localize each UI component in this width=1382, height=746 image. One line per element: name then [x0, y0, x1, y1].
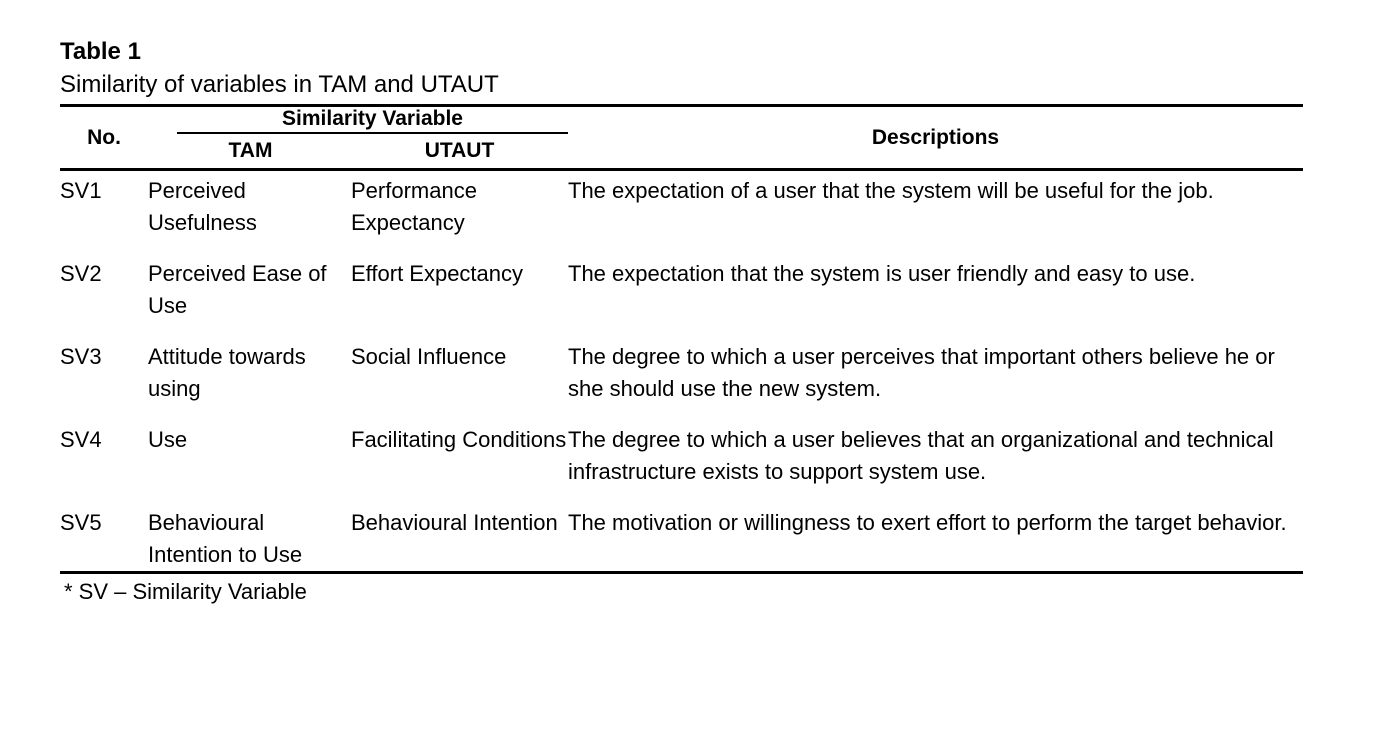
table-caption: Similarity of variables in TAM and UTAUT [60, 71, 499, 98]
cell-no: SV5 [60, 507, 148, 573]
table-container [60, 36, 1303, 606]
table-body [60, 170, 1303, 573]
cell-utaut: Social Influence [351, 344, 507, 369]
header-similarity-variable [148, 106, 568, 135]
cell-tam: Attitude towards using [148, 344, 306, 401]
cell-description: The expectation of a user that the system will be useful for the job. [568, 178, 1214, 203]
header-utaut: UTAUT [351, 134, 568, 170]
table-row [60, 258, 1303, 341]
header-tam: TAM [148, 134, 351, 170]
table-row [60, 424, 1303, 507]
table-row [60, 507, 1303, 573]
table-row [60, 341, 1303, 424]
cell-no: SV1 [60, 178, 102, 203]
cell-utaut: Effort Expectancy [351, 261, 524, 286]
cell-description: The motivation or willingness to exert effort to perform the target behavior. [568, 507, 1303, 573]
cell-no: SV4 [60, 427, 102, 452]
cell-description: The expectation that the system is user friendly and easy to use. [568, 261, 1196, 286]
cell-utaut: Facilitating Conditions [351, 427, 567, 452]
header-descriptions: Descriptions [568, 106, 1303, 170]
cell-tam: Perceived Usefulness [148, 178, 257, 235]
header-similarity-variable-label: Similarity Variable [177, 107, 568, 134]
cell-no: SV2 [60, 261, 102, 286]
cell-description: The degree to which a user believes that an organizational and technical infrastructure exists to support system use. [568, 427, 1274, 484]
cell-tam: Behavioural Intention to Use [148, 507, 351, 573]
table-row [60, 170, 1303, 259]
header-no: No. [60, 106, 148, 170]
cell-no: SV3 [60, 344, 102, 369]
table-number: Table 1 [60, 38, 141, 65]
cell-description: The degree to which a user perceives that important others believe he or she should use the new system. [568, 344, 1275, 401]
cell-tam: Perceived Ease of Use [148, 261, 327, 318]
cell-utaut: Performance Expectancy [351, 178, 477, 235]
table-footnote: * SV – Similarity Variable [64, 579, 307, 604]
cell-utaut: Behavioural Intention [351, 507, 568, 573]
similarity-table [60, 104, 1303, 574]
cell-tam: Use [148, 427, 188, 452]
